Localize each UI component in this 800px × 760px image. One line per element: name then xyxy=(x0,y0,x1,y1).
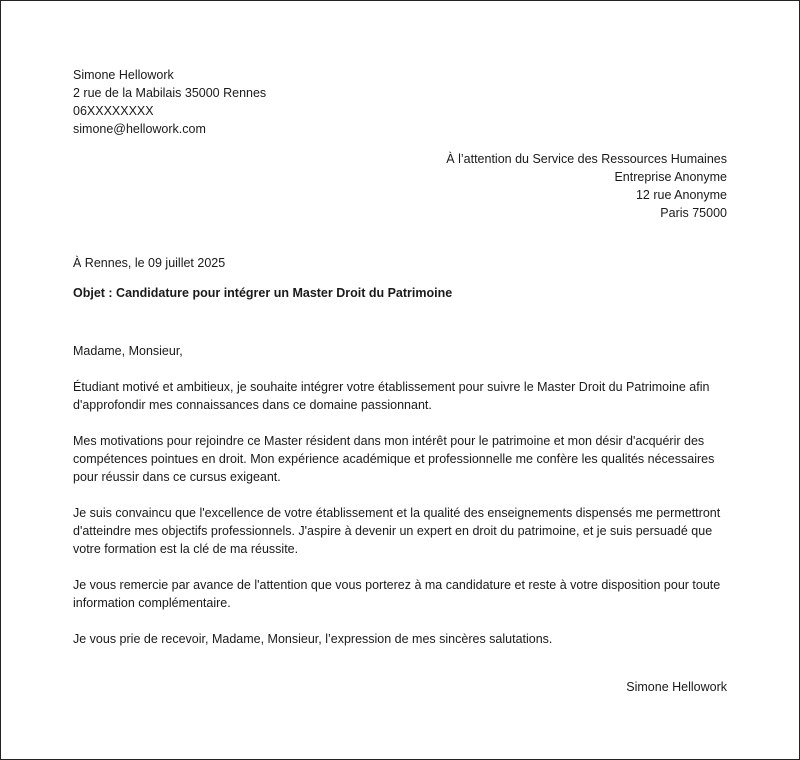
paragraph-4: Je vous remercie par avance de l'attention que vous porterez à ma candidature et reste à votre disposition pour toute information complémentaire. xyxy=(73,578,721,610)
recipient-attention: À l’attention du Service des Ressources Humaines xyxy=(446,152,727,166)
paragraph-1: Étudiant motivé et ambitieux, je souhaite intégrer votre établissement pour suivre le Master Droit du Patrimoine afin d'approfondir mes connaissances dans ce domaine passionnant. xyxy=(73,380,710,412)
sender-phone: 06XXXXXXXX xyxy=(73,104,154,118)
recipient-city: Paris 75000 xyxy=(660,206,727,220)
closing-paragraph: Je vous prie de recevoir, Madame, Monsieur, l’expression de mes sincères salutations. xyxy=(73,632,553,646)
paragraph-2: Mes motivations pour rejoindre ce Master résident dans mon intérêt pour le patrimoine et mon désir d'acquérir des compétences pointues en droit. Mon expérience académique et professionnelle me confère les qualités nécessaires pour réussir dans ce cursus exigeant. xyxy=(73,434,715,484)
recipient-block xyxy=(446,150,727,222)
letter-subject: Objet : Candidature pour intégrer un Master Droit du Patrimoine xyxy=(73,286,453,300)
letter-body xyxy=(73,342,733,666)
sender-name: Simone Hellowork xyxy=(73,68,174,82)
recipient-street: 12 rue Anonyme xyxy=(635,188,727,202)
sender-email: simone@hellowork.com xyxy=(73,122,206,136)
sender-block xyxy=(73,66,266,138)
signature: Simone Hellowork xyxy=(626,680,727,694)
recipient-company: Entreprise Anonyme xyxy=(614,170,727,184)
letter-date: À Rennes, le 09 juillet 2025 xyxy=(73,256,226,270)
sender-address: 2 rue de la Mabilais 35000 Rennes xyxy=(73,86,267,100)
paragraph-3: Je suis convaincu que l'excellence de votre établissement et la qualité des enseignements dispensés me permettront d'atteindre mes objectifs professionnels. J'aspire à devenir un expert en droit du patrimoine, et je suis persuadé que votre formation est la clé de ma réussite. xyxy=(73,506,721,556)
salutation: Madame, Monsieur, xyxy=(73,344,183,358)
